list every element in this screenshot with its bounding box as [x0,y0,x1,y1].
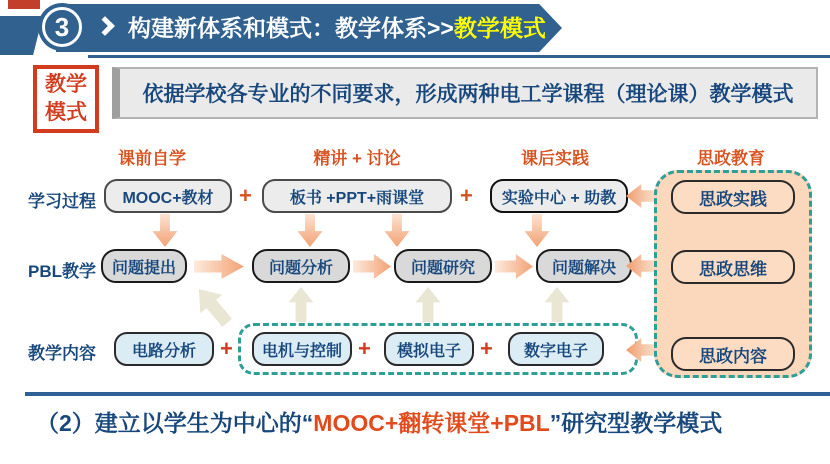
arrow-down-icon [152,214,178,247]
footer-text [36,402,722,444]
footer-divider [25,392,830,396]
process-box-lab: 实验中心 + 助教 [490,179,628,213]
pbl-box-solve: 问题解决 [536,249,632,283]
row-label-content: 教学内容 [28,344,96,363]
process-box-lecture: 板书 +PPT+雨课堂 [262,179,452,213]
section-number: 3 [54,11,70,42]
plus-sign: + [480,336,493,361]
arrow-right-icon [194,253,244,280]
footer-prefix: （2）建立以学生为中心的“ [36,410,314,436]
teaching-mode-tag-line2: 模式 [45,101,87,124]
row-label-pbl: PBL教学 [28,262,96,281]
page-title-main: 构建新体系和模式：教学体系>> [128,15,454,41]
arrow-up-icon [544,287,570,322]
arrow-up-icon [288,287,314,322]
arrow-down-icon [297,214,323,247]
ideology-box-content: 思政内容 [671,337,795,371]
pbl-box-research: 问题研究 [394,249,492,283]
column-header-lecture: 精讲 + 讨论 [313,149,401,168]
corner-red-bar [8,0,40,9]
pbl-box-analyze: 问题分析 [252,249,350,283]
content-box-analog: 模拟电子 [384,332,474,366]
arrow-up-icon [415,287,441,322]
page-title-highlight: 教学模式 [453,15,546,41]
footer-highlight: MOOC+翻转课堂+PBL [313,410,550,436]
column-header-practice: 课后实践 [521,149,589,168]
plus-sign: + [358,336,371,361]
plus-sign: + [460,183,473,208]
intro-banner [112,67,818,119]
teaching-mode-tag [33,65,99,133]
ideology-box-practice: 思政实践 [671,180,795,214]
arrow-right-icon [495,253,533,280]
plus-sign: + [220,336,233,361]
column-header-ideology: 思政教育 [697,149,765,168]
page-title [128,4,546,52]
arrow-down-icon [384,214,410,247]
content-box-motor: 电机与控制 [252,332,352,366]
content-box-circuit: 电路分析 [114,332,214,366]
row-label-process: 学习过程 [28,192,96,211]
arrow-right-icon [353,253,391,280]
footer-suffix: ”研究型教学模式 [549,410,723,436]
intro-banner-text: 依据学校各专业的不同要求，形成两种电工学课程（理论课）教学模式 [142,83,794,106]
arrow-up-left-icon [187,280,238,333]
header-divider [88,55,830,58]
section-number-badge [42,7,82,47]
plus-sign: + [239,183,252,208]
ideology-box-thinking: 思政思维 [671,250,795,284]
content-box-digital: 数字电子 [508,332,604,366]
process-box-mooc: MOOC+教材 [104,179,232,213]
arrow-down-icon [524,214,550,247]
column-header-preclass: 课前自学 [118,149,186,168]
corner-blue-shape [0,16,43,55]
teaching-mode-tag-line1: 教学 [45,72,87,96]
pbl-box-raise: 问题提出 [101,249,187,283]
